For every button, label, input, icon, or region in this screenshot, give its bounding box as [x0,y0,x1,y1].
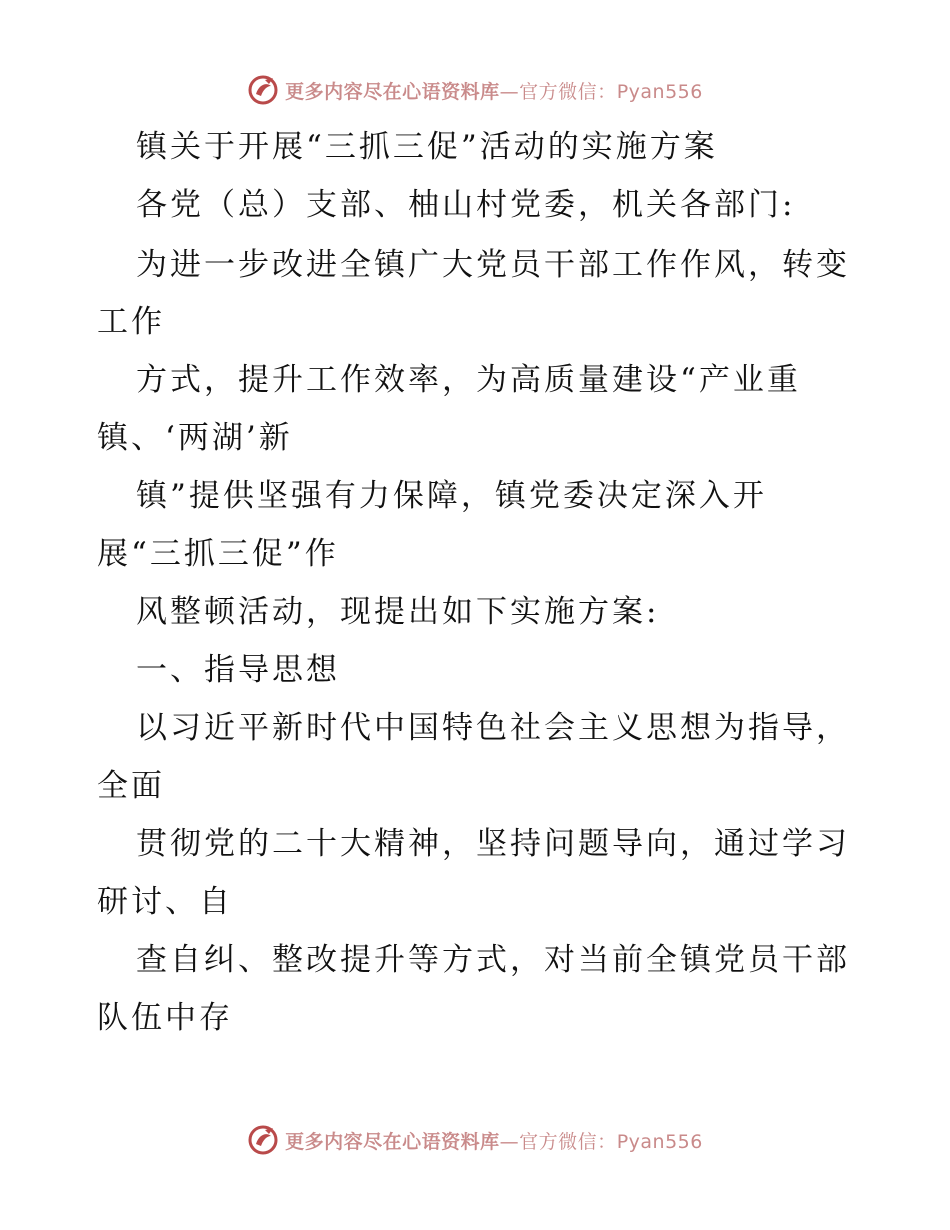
footer-watermark [0,1120,950,1160]
seal-logo-icon [247,74,279,106]
paragraph-line: 镇、‘两湖’新 [97,420,293,456]
seal-logo-icon [247,1124,279,1156]
paragraph-line: 查自纠、整改提升等方式，对当前全镇党员干部 [136,942,850,978]
watermark-main-text: 更多内容尽在心语资料库 [285,1130,500,1153]
paragraph-line: 队伍中存 [97,1000,233,1036]
paragraph-line: 工作 [97,304,165,340]
paragraph-line: 风整顿活动，现提出如下实施方案: [136,594,660,630]
watermark-dash: — [499,1130,520,1153]
paragraph-line: 镇”提供坚强有力保障，镇党委决定深入开 [136,478,767,514]
paragraph-line: 为进一步改进全镇广大党员干部工作作风，转变 [136,247,850,283]
paragraph-line: 贯彻党的二十大精神，坚持问题导向，通过学习 [136,826,850,862]
section-heading: 一、指导思想 [136,652,340,688]
paragraph-line: 方式，提升工作效率，为高质量建设“产业重 [136,362,801,398]
paragraph-line: 研讨、自 [97,884,233,920]
header-watermark [0,70,950,110]
watermark-suffix: 官方微信： [519,1130,617,1153]
watermark-suffix: 官方微信： [519,80,617,103]
watermark-main-text: 更多内容尽在心语资料库 [285,80,500,103]
watermark-handle: Pyan556 [616,1130,703,1153]
paragraph-line: 以习近平新时代中国特色社会主义思想为指导， [136,710,850,746]
paragraph-line: 展“三抓三促”作 [97,536,339,572]
document-title: 镇关于开展“三抓三促”活动的实施方案 [136,129,718,165]
paragraph-line: 全面 [97,768,165,804]
salutation: 各党（总）支部、柚山村党委，机关各部门: [136,187,796,223]
watermark-dash: — [499,80,520,103]
watermark-handle: Pyan556 [616,80,703,103]
